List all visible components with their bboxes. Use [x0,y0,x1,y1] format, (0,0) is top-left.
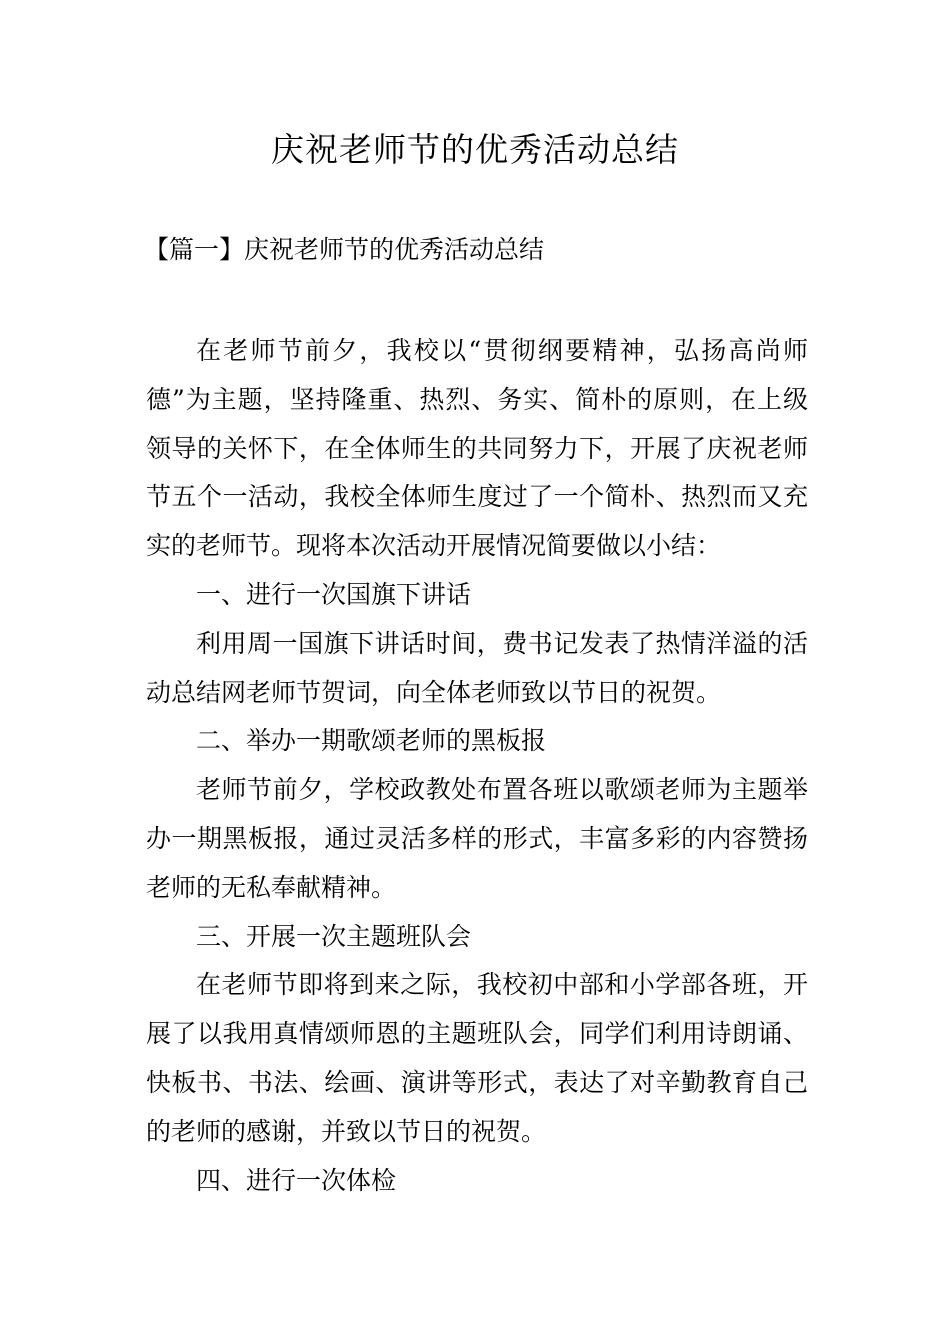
section-heading: 【篇一】庆祝老师节的优秀活动总结 [144,235,545,264]
body-paragraph: 老师节前夕，学校政教处布置各班以歌颂老师为主题举办一期黑板报，通过灵活多样的形式，丰富多彩的内容赞扬老师的无私奉献精神。 [146,775,808,902]
subheading-class-meeting: 三、开展一次主题班队会 [196,921,472,951]
body-paragraph: 在老师节前夕，我校以“贯彻纲要精神，弘扬高尚师德”为主题，坚持隆重、热烈、务实、简朴的原则，在上级领导的关怀下，在全体师生的共同努力下，开展了庆祝老师节五个一活动，我校全体师生度过了一个简朴、热烈而又充实的老师节。现将本次活动开展情况简要做以小结： [146,336,808,561]
document-title: 庆祝老师节的优秀活动总结 [271,130,679,169]
subheading-checkup: 四、进行一次体检 [196,1165,397,1195]
body-paragraph: 利用周一国旗下讲话时间，费书记发表了热情洋溢的活动总结网老师节贺词，向全体老师致以节日的祝贺。 [146,628,808,707]
subheading-blackboard: 二、举办一期歌颂老师的黑板报 [196,726,547,756]
subheading-flag-speech: 一、进行一次国旗下讲话 [196,579,472,609]
body-paragraph: 在老师节即将到来之际，我校初中部和小学部各班，开展了以我用真情颂师恩的主题班队会，同学们利用诗朗诵、快板书、书法、绘画、演讲等形式，表达了对辛勤教育自己的老师的感谢，并致以节日的祝贺。 [146,970,808,1146]
document-body [146,327,808,1205]
